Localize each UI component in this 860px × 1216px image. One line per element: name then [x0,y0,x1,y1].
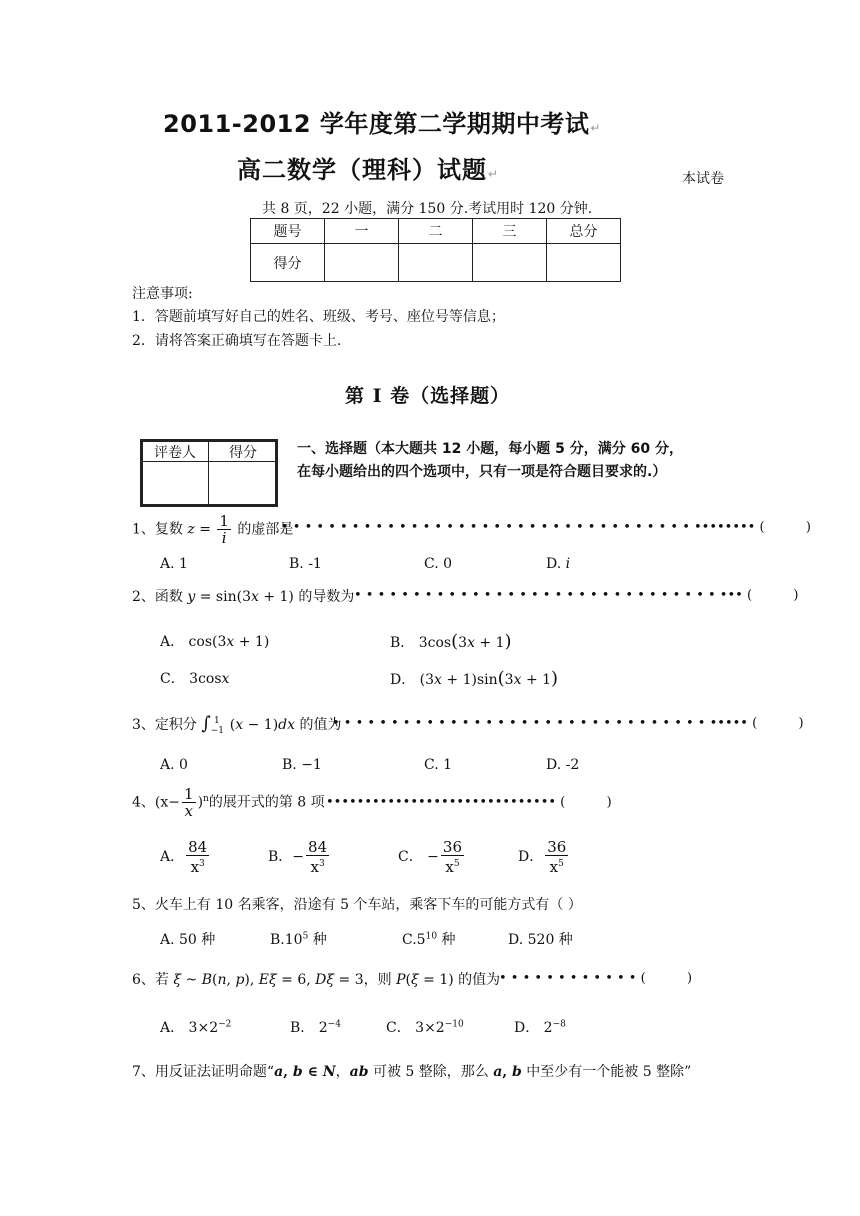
dot-leader: •••••••••••••••••••••••••••••• ( ) [326,795,612,810]
option-c: $C.5^{10}$ 种 [402,931,456,948]
option-a: A. 1 [160,556,188,572]
dot-leader: • • • • • • • • • • • • ( ) [499,971,693,986]
exam-title-line2: 高二数学（理科）试题↵ [237,156,500,184]
score-cell [399,244,473,282]
notes-heading: 注意事项: [132,286,193,302]
exam-info: 共 8 页，22 小题，满分 150 分.考试用时 120 分钟. [262,201,593,217]
note-item: 2．请将答案正确填写在答题卡上. [132,333,342,349]
dot-leader: • • • • • • • • • • • • • • • • • • • • • • • • • • • • • • • ••• ( ) [354,588,799,603]
question-4: 4、(x− $\frac{1}{x}$ )$^n$的展开式的第 8 项 [132,785,325,820]
exam-title-line1: 2011-2012 学年度第二学期期中考试↵ [163,110,601,138]
score-cell [473,244,547,282]
question-1: 1、复数 z = $\frac{1}{i}$ 的虚部是 [132,512,294,547]
section-description: 一、选择题（本大题共 12 小题，每小题 5 分，满分 60 分，在每小题给出的四个选项中，只有一项是符合题目要求的.） [297,441,683,480]
option-a: A． $\frac{84}{x^3}$ [160,838,208,876]
question-5: 5、火车上有 10 名乘客，沿途有 5 个车站，乘客下车的可能方式有（ ） [132,897,582,913]
score-row-label: 得分 [251,244,325,282]
option-b: B． $2^{-4}$ [290,1019,341,1036]
score-header-cell: 三 [473,219,547,244]
question-2: 2、函数 y = sin(3x + 1) 的导数为 [132,589,355,605]
option-c: C. 1 [424,757,453,773]
option-a: A. 0 [160,757,188,773]
option-d: D． $2^{-8}$ [514,1019,566,1036]
score-cell [547,244,621,282]
score-header-cell: 一 [325,219,399,244]
score-cell [325,244,399,282]
option-a: A. 50 种 [160,932,216,948]
option-b: B. −1 [282,757,322,773]
option-b: B．− $\frac{84}{x^3}$ [268,838,328,876]
dot-leader: • • • • • • • • • • • • • • • • • • • • • • • • • • • • • • • • • • • •••••••• ( ) [281,520,811,535]
score-table [250,218,621,282]
option-d: D． (3x + 1)sin(3x + 1) [390,668,559,689]
question-6: 6、若 ξ ~ B(n, p), Eξ = 6, Dξ = 3，则 P(ξ = 1) 的值为 [132,972,501,988]
question-7: 7、用反证法证明命题“a, b ∈ N，ab 可被 5 整除，那么 a, b 中至少有一个能被 5 整除” [132,1064,692,1080]
grader-header: 评卷人 [154,445,196,461]
question-3: 3、定积分 $\int_{-1}^1$ (x − 1)dx 的值为 [132,713,342,736]
option-d: D． $\frac{36}{x^5}$ [518,838,567,876]
option-b: B． 3cos(3x + 1) [390,631,512,652]
grader-header: 得分 [229,445,257,461]
option-b: $B.10^5$ 种 [270,931,327,948]
option-d: D. -2 [546,757,580,773]
option-c: C． $3\times 2^{-10}$ [386,1019,464,1036]
dot-leader: • • • • • • • • • • • • • • • • • • • • • • • • • • • • • • • • ••••• ( ) [332,716,804,731]
option-a: A． cos(3x + 1) [160,634,270,650]
score-header-cell: 二 [399,219,473,244]
grader-table [140,439,278,507]
option-a: A． $3\times 2^{-2}$ [160,1019,232,1036]
score-header-cell: 总分 [547,219,621,244]
option-d: D. 520 种 [508,932,573,948]
option-c: C． − $\frac{36}{x^5}$ [398,838,462,876]
option-d: D. i [546,556,571,572]
section-title: 第 I 卷（选择题） [345,385,511,407]
option-c: C. 0 [424,556,453,572]
side-note: 本试卷 [682,171,724,187]
note-item: 1．答题前填写好自己的姓名、班级、考号、座位号等信息； [132,309,505,325]
option-b: B. -1 [289,556,322,572]
option-c: C． 3cosx [160,671,230,687]
score-header-cell: 题号 [251,219,325,244]
